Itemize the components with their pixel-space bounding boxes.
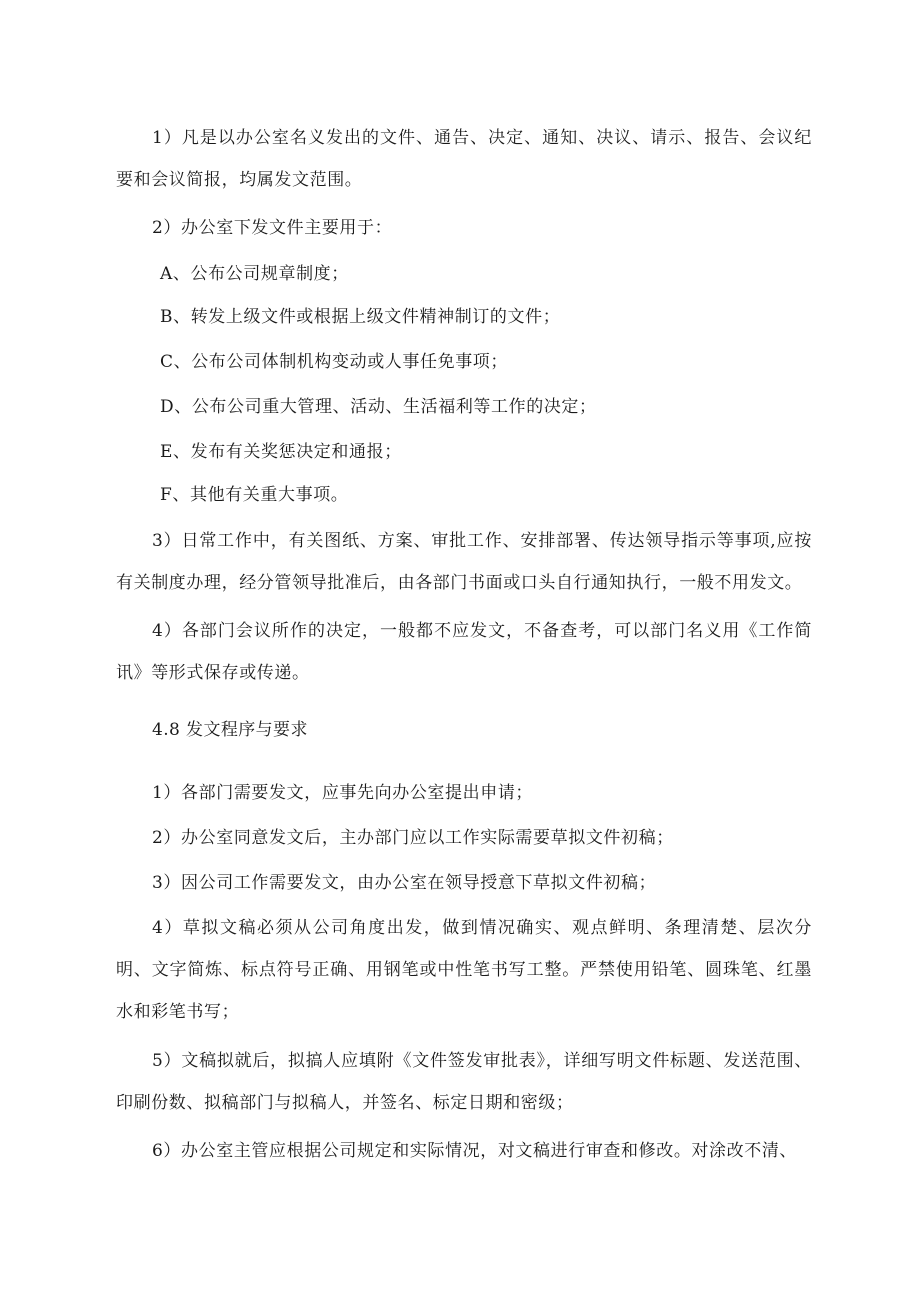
paragraph-step-3: 3）因公司工作需要发文，由办公室在领导授意下草拟文件初稿； (152, 873, 657, 893)
paragraph-step-2: 2）办公室同意发文后，主办部门应以工作实际需要草拟文件初稿； (152, 828, 674, 848)
section-heading: 4.8 发文程序与要求 (152, 720, 308, 740)
list-item-d: D、公布公司重大管理、活动、生活福利等工作的决定； (160, 397, 597, 417)
paragraph-step-6: 6）办公室主管应根据公司规定和实际情况，对文稿进行审查和修改。对涂改不清、 (152, 1141, 798, 1161)
paragraph-step-4: 4）草拟文稿必须从公司角度出发，做到情况确实、观点鲜明、条理清楚、层次分明、文字简炼、标点符号正确、用钢笔或中性笔书写工整。严禁使用铅笔、圆珠笔、红墨水和彩笔书写； (116, 918, 812, 1022)
list-item-b: B、转发上级文件或根据上级文件精神制订的文件； (160, 307, 561, 327)
paragraph-daily-work: 3）日常工作中，有关图纸、方案、审批工作、安排部署、传达领导指示等事项,应按有关制度办理，经分管领导批准后，由各部门书面或口头自行通知执行，一般不用发文。 (116, 531, 812, 593)
list-item-f: F、其他有关重大事项。 (160, 485, 349, 505)
paragraph-step-1: 1）各部门需要发文，应事先向办公室提出申请； (152, 783, 534, 803)
list-item-e: E、发布有关奖惩决定和通报； (160, 442, 402, 462)
paragraph-step-5: 5）文稿拟就后，拟搞人应填附《文件签发审批表》，详细写明文件标题、发送范围、印刷份数、拟稿部门与拟稿人，并签名、标定日期和密级； (116, 1051, 812, 1113)
paragraph-dispatch-uses: 2）办公室下发文件主要用于： (152, 218, 393, 238)
paragraph-department-meetings: 4）各部门会议所作的决定，一般都不应发文，不备查考，可以部门名义用《工作简讯》等形式保存或传递。 (116, 621, 812, 683)
list-item-a: A、公布公司规章制度； (160, 264, 349, 284)
paragraph-dispatch-scope: 1）凡是以办公室名义发出的文件、通告、决定、通知、决议、请示、报告、会议纪要和会议简报，均属发文范围。 (116, 128, 812, 190)
list-item-c: C、公布公司体制机构变动或人事任免事项； (160, 352, 509, 372)
